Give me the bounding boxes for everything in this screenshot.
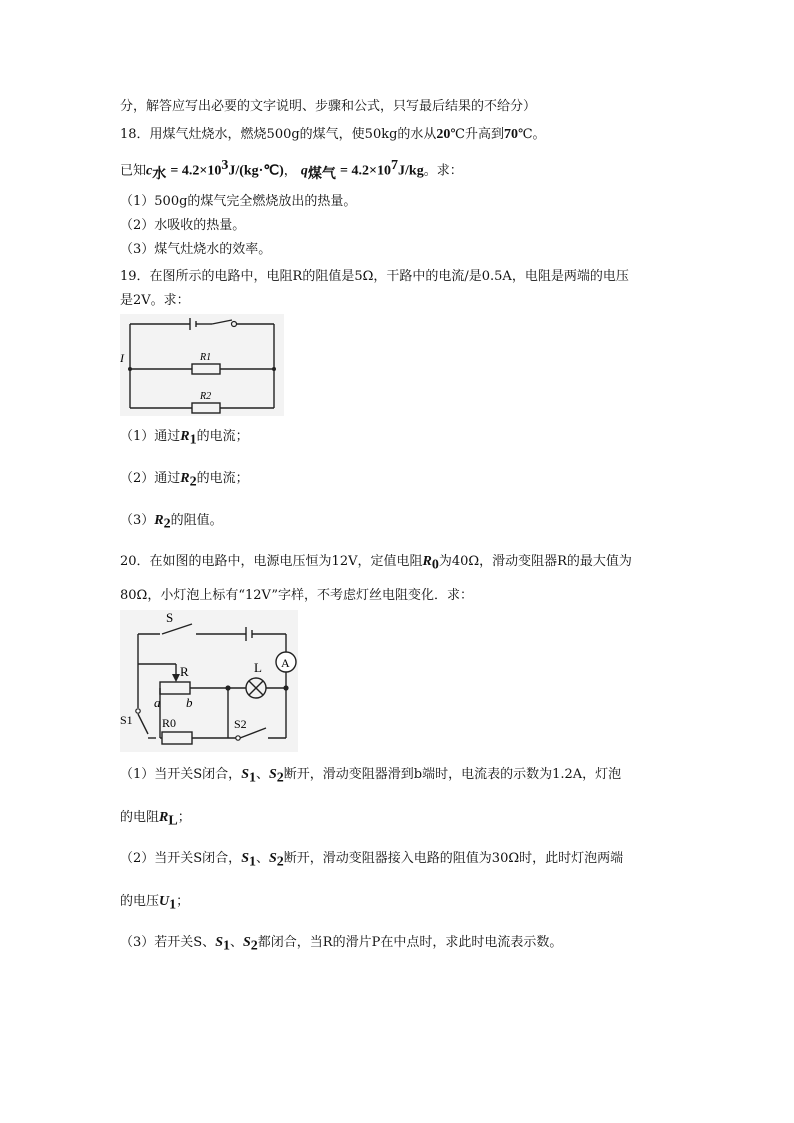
q18-item-3: （3）煤气灶烧水的效率。 [120, 242, 272, 257]
q19-item-1: （1）通过$R_1$的电流； [120, 429, 249, 448]
fig-label-L: L [254, 660, 262, 675]
fig-label-S2: S2 [234, 717, 247, 731]
fig-label-S: S [166, 610, 174, 625]
q20-item-2-line2: 的电压$U_1$； [120, 894, 190, 913]
fig-label-a: a [154, 695, 161, 710]
q20-stem-line1: 20．在如图的电路中，电源电压恒为12V，定值电阻$R_0$为40Ω，滑动变阻器R的最大值为 [120, 554, 632, 573]
q20-circuit-diagram [120, 610, 298, 752]
q18-given: 已知$c_水$ = $4.2\times 10^3J/(kg\cdot℃)$， $q_{煤气} = 4.2\times 10^7J/kg$。求： [120, 158, 463, 182]
q20-item-3: （3）若开关S、$S_1$、$S_2$都闭合，当R的滑片P在中点时，求此时电流表示数。 [120, 935, 563, 954]
q19-item-2: （2）通过$R_2$的电流； [120, 471, 249, 490]
fig-label-R: R [180, 664, 189, 679]
fig-label-b: b [186, 695, 193, 710]
q18-stem: 18．用煤气灶烧水，燃烧500g的煤气，使50kg的水从20℃升高到70℃。 [120, 127, 546, 142]
q20-item-1-line1: （1）当开关S闭合，$S_1$、$S_2$断开，滑动变阻器滑到b端时，电流表的示数为1.2A，灯泡 [120, 767, 622, 786]
fig-label-R1: R1 [200, 352, 212, 363]
q19-stem-line1: 19．在图所示的电路中，电阻R的阻值是5Ω，干路中的电流/是0.5A，电阻是两端的电压 [120, 269, 629, 284]
q19-circuit-diagram [120, 314, 284, 416]
fig-label-A: A [281, 656, 290, 670]
q18-item-2: （2）水吸收的热量。 [120, 218, 246, 233]
fig-label-R0: R0 [162, 716, 177, 730]
q20-item-1-line2: 的电阻$R_L$； [120, 810, 191, 829]
intro-text: 分，解答应写出必要的文字说明、步骤和公式，只写最后结果的不给分） [120, 99, 537, 114]
fig-label-S1: S1 [120, 713, 133, 727]
q18-item-1: （1）500g的煤气完全燃烧放出的热量。 [120, 194, 357, 209]
q20-stem-line2: 80Ω，小灯泡上标有“12V”字样，不考虑灯丝电阻变化．求： [120, 588, 474, 603]
q20-item-2-line1: （2）当开关S闭合，$S_1$、$S_2$断开，滑动变阻器接入电路的阻值为30Ω时，此时灯泡两端 [120, 851, 624, 870]
q19-stem-line2: 是2V。求： [120, 293, 190, 308]
fig-label-R2: R2 [200, 391, 212, 402]
q19-item-3: $(3)R_2$的阻值。 [120, 513, 223, 532]
fig-label-I: I [120, 351, 124, 365]
